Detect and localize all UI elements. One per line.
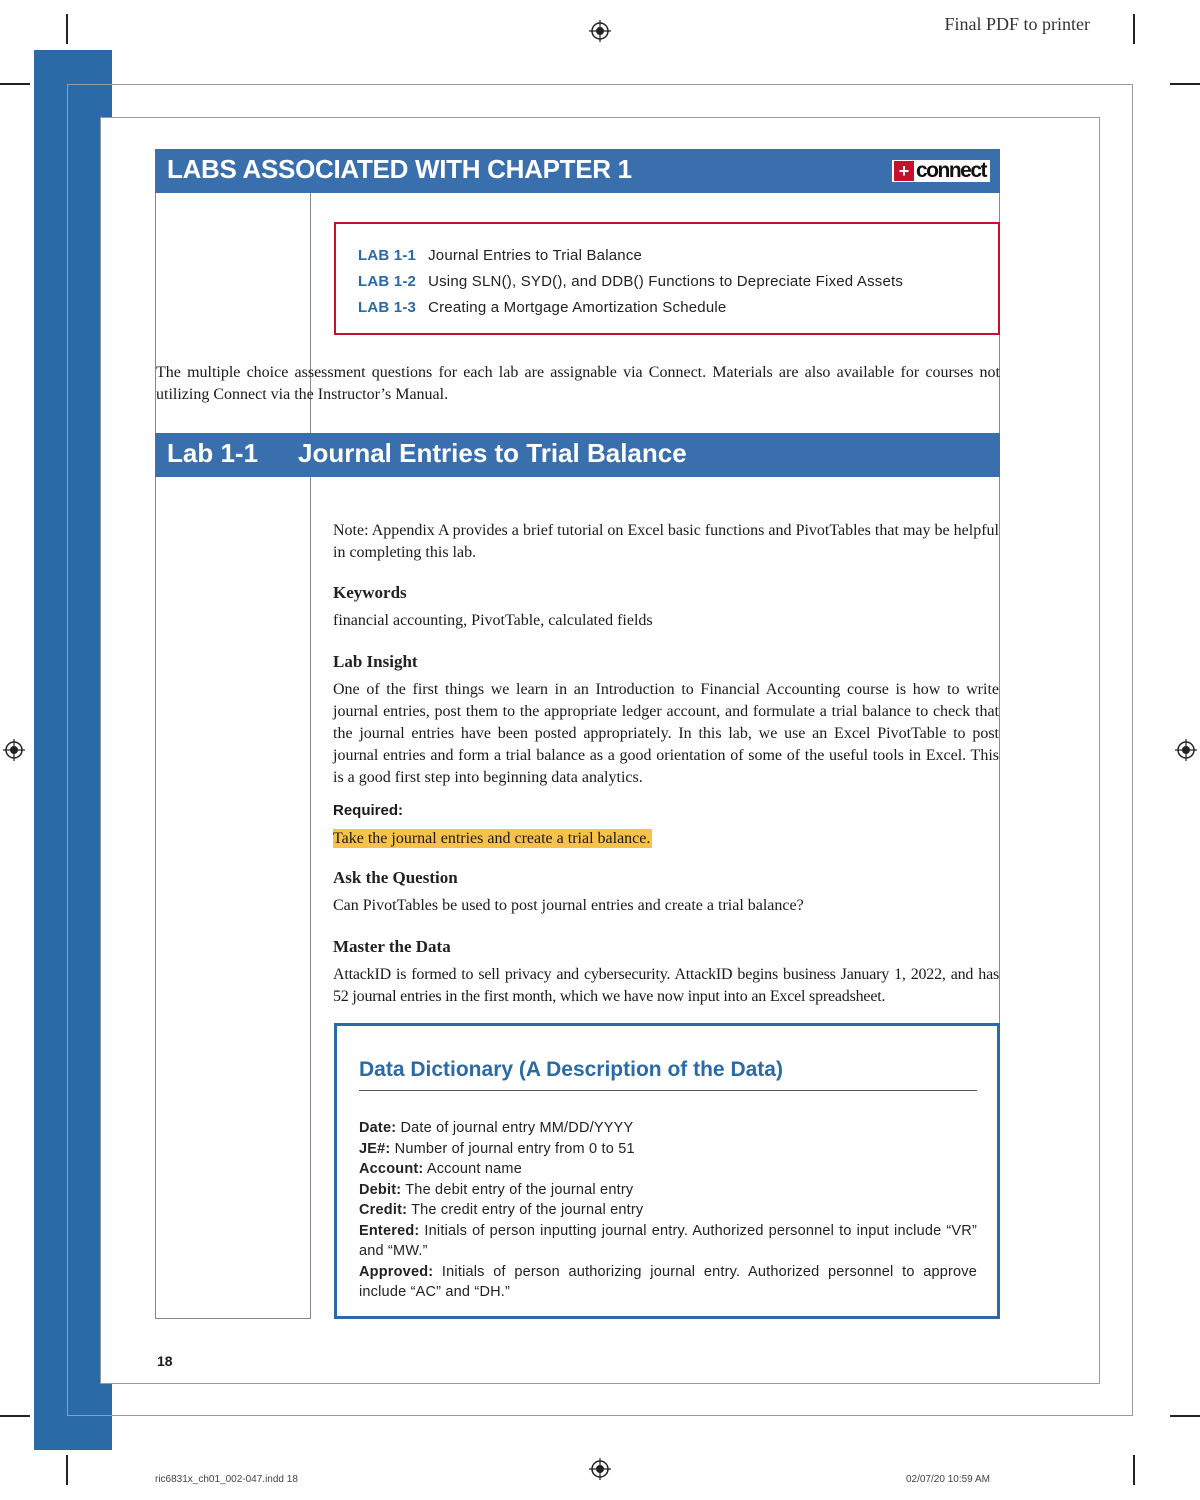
dictionary-entry [359,1180,977,1201]
dictionary-term: Date: [359,1120,397,1136]
crop-mark [1133,14,1135,44]
note-paragraph: Note: Appendix A provides a brief tutorial on Excel basic functions and PivotTables that may be helpful in completing this lab. [333,522,999,561]
ask-heading: Ask the Question [333,868,458,887]
registration-mark-icon [1175,739,1197,761]
crop-mark [1133,1455,1135,1485]
crop-mark [0,83,30,85]
registration-mark-icon [589,1458,611,1480]
lab-number: LAB 1-1 [358,247,417,264]
footer-timestamp: 02/07/20 10:59 AM [906,1474,990,1485]
data-dictionary-list [359,1118,977,1303]
data-dictionary-title: Data Dictionary (A Description of the Data) [359,1058,783,1081]
dictionary-term: Debit: [359,1181,402,1198]
header-title: LABS ASSOCIATED WITH CHAPTER 1 [167,154,632,184]
page-number: 18 [157,1353,173,1369]
lab-number: LAB 1-3 [358,299,417,316]
required-text-wrap [333,828,999,850]
lab-section-number: Lab 1-1 [167,438,259,468]
ask-text: Can PivotTables be used to post journal entries and create a trial balance? [333,897,804,914]
keywords-text: financial accounting, PivotTable, calculated fields [333,612,653,629]
lab-item [358,273,903,290]
insight-heading: Lab Insight [333,652,418,671]
dictionary-entry [359,1159,977,1180]
dictionary-desc: Account name [423,1161,522,1177]
dictionary-entry [359,1200,977,1221]
insight-paragraph: One of the first things we learn in an Introduction to Financial Accounting course is how to write journal entries, post them to the appropriate ledger account, and formulate a trial balance to check that the journal entries have been posted appropriately. In this lab, we use an Excel PivotTable to post journal entries and form a trial balance as a good orientation of some of the useful tools in Excel. This is a good first step into beginning data analytics. [333,681,999,786]
lab-section-title: Journal Entries to Trial Balance [298,438,687,468]
crop-mark [66,14,68,44]
dictionary-desc: Number of journal entry from 0 to 51 [390,1140,635,1157]
lab-title: Using SLN(), SYD(), and DDB() Functions to Depreciate Fixed Assets [428,273,904,290]
crop-mark [0,1415,30,1417]
lab-title: Journal Entries to Trial Balance [428,247,643,264]
lab-section-header [155,433,1000,477]
connect-plus-icon: + [894,161,914,181]
crop-mark [1170,1415,1200,1417]
final-pdf-label: Final PDF to printer [944,14,1090,34]
connect-logo-text: connect [915,159,986,182]
required-text: Take the journal entries and create a trial balance. [333,830,651,847]
data-dictionary-box [334,1023,1000,1319]
dictionary-entry [359,1139,977,1160]
master-heading: Master the Data [333,937,451,956]
chapter-labs-header [155,149,1000,193]
footer-file-slug: ric6831x_ch01_002-047.indd 18 [155,1474,298,1485]
column-guide [999,477,1000,1025]
dictionary-entry [359,1221,977,1262]
dictionary-desc: Date of journal entry MM/DD/YYYY [396,1120,634,1136]
master-paragraph: AttackID is formed to sell privacy and cybersecurity. AttackID begins business January 1, 2022, and has 52 journal entries in the first month, which we have now input into an Excel spreadsheet. [333,966,999,1005]
lab-item [358,299,726,316]
dictionary-desc: Initials of person inputting journal entry. Authorized personnel to input include “VR” and “MW.” [359,1222,977,1259]
dictionary-term: Credit: [359,1202,408,1218]
dictionary-desc: The credit entry of the journal entry [407,1202,644,1218]
lab-title: Creating a Mortgage Amortization Schedule [428,299,727,316]
lab-item [358,247,642,264]
required-heading: Required: [333,802,404,819]
dictionary-term: JE#: [359,1140,391,1157]
registration-mark-icon [589,20,611,42]
dictionary-term: Approved: [359,1263,434,1280]
connect-logo [892,160,990,182]
dictionary-entry [359,1262,977,1303]
lab-number: LAB 1-2 [358,273,417,290]
keywords-heading: Keywords [333,583,407,602]
crop-mark [66,1455,68,1485]
divider [359,1090,977,1091]
registration-mark-icon [3,739,25,761]
intro-paragraph: The multiple choice assessment questions for each lab are assignable via Connect. Materials are also available for courses not utilizing Connect via the Instructor’s Manual. [156,364,1000,403]
dictionary-entry [359,1118,977,1139]
lab-list-box [334,222,1000,335]
dictionary-term: Account: [359,1161,424,1177]
dictionary-term: Entered: [359,1222,420,1239]
dictionary-desc: The debit entry of the journal entry [401,1181,634,1198]
dictionary-desc: Initials of person authorizing journal entry. Authorized personnel to approve include “AC” and “DH.” [359,1263,977,1300]
crop-mark [1170,83,1200,85]
